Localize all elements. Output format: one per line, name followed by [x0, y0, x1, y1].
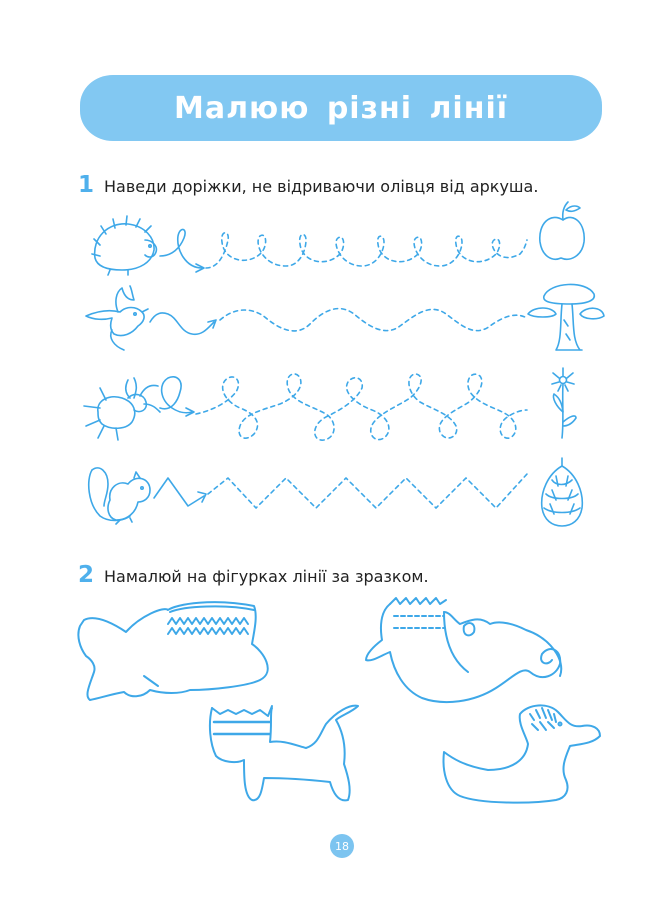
pinecone-icon: [542, 458, 583, 526]
trace-path-loops: [206, 233, 527, 268]
trace-path-loops-solid: [160, 229, 202, 268]
flower-icon: [552, 368, 576, 438]
duck-figure: [444, 705, 600, 802]
task-1-number: 1: [78, 172, 95, 198]
trace-path-waves-solid: [150, 313, 214, 334]
page-number-badge: 18: [330, 834, 354, 858]
cat-figure: [210, 706, 358, 801]
page-title: Малюю різні лінії: [173, 90, 509, 126]
beetle-icon: [84, 378, 160, 440]
bird-icon: [86, 286, 148, 350]
trace-path-zigzag: [208, 474, 527, 508]
fish-figure: [78, 602, 267, 700]
trace-path-figure8: [196, 374, 527, 440]
trace-path-figure8-solid: [160, 377, 192, 413]
task-1-instruction: Наведи доріжки, не відриваючи олівця від аркуша.: [104, 177, 539, 196]
task-2-number: 2: [78, 562, 95, 588]
squirrel-icon: [89, 468, 150, 524]
apple-icon: [540, 202, 584, 259]
task-2-instruction: Намалюй на фігурках лінії за зразком.: [104, 567, 429, 586]
trace-path-zigzag-solid: [154, 478, 204, 506]
seahorse-figure: [366, 598, 561, 702]
trace-path-waves: [220, 309, 527, 331]
mushroom-icon: [528, 284, 604, 350]
hedgehog-icon: [92, 216, 156, 275]
